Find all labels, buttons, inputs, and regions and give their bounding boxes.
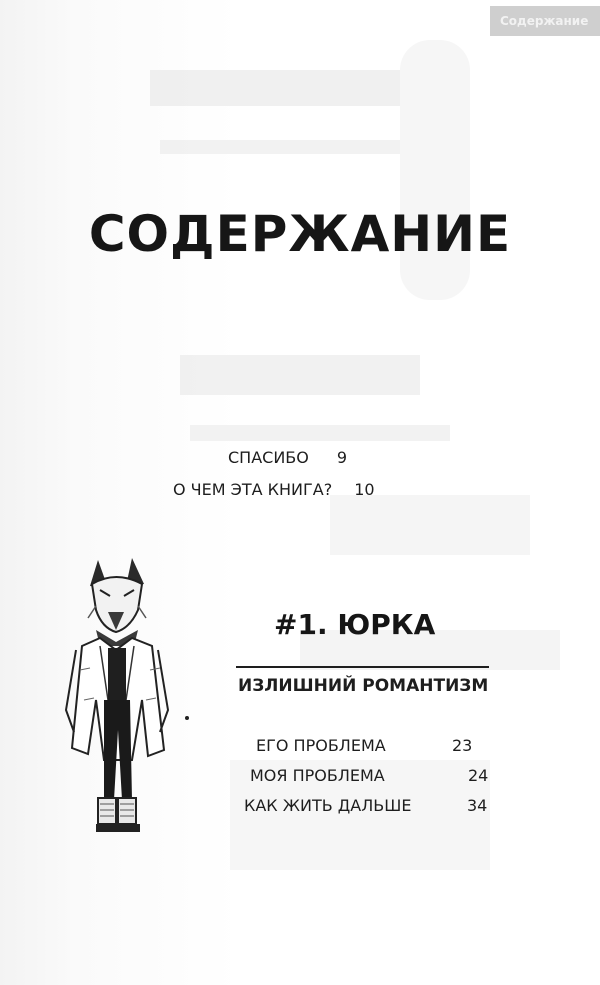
running-head-label: Содержание [500, 14, 589, 28]
page-title: СОДЕРЖАНИЕ [88, 205, 512, 263]
toc-entry-about-book [173, 480, 375, 499]
section-subtitle: ИЗЛИШНИЙ РОМАНТИЗМ [238, 676, 489, 696]
section-divider [236, 666, 489, 668]
toc-entry-page: 24 [468, 766, 489, 785]
toc-entry-page: 23 [452, 736, 473, 755]
toc-entry-how-to-live-on [244, 796, 488, 815]
toc-entry-label: КАК ЖИТЬ ДАЛЬШЕ [244, 796, 412, 815]
toc-entry-label: СПАСИБО [228, 448, 309, 467]
toc-entry-label: ЕГО ПРОБЛЕМА [256, 736, 386, 755]
toc-entry-page: 10 [354, 480, 375, 499]
toc-entry-label: О ЧЕМ ЭТА КНИГА? [173, 480, 333, 499]
bleed-through-block-1 [150, 70, 400, 106]
section-title: #1. ЮРКА [274, 608, 436, 641]
toc-entry-thanks [228, 448, 347, 467]
bleed-through-block-5 [330, 495, 530, 555]
bleed-through-block-3 [180, 355, 420, 395]
toc-entry-label: МОЯ ПРОБЛЕМА [250, 766, 385, 785]
bleed-through-block-4 [190, 425, 450, 441]
toc-entry-page: 34 [467, 796, 488, 815]
toc-entry-page: 9 [336, 448, 348, 467]
toc-entry-his-problem [256, 736, 496, 755]
bleed-through-block-2 [160, 140, 400, 154]
running-head-tab [490, 6, 600, 36]
wolf-in-trench-coat-illustration [60, 550, 190, 840]
toc-entry-my-problem [250, 766, 490, 785]
